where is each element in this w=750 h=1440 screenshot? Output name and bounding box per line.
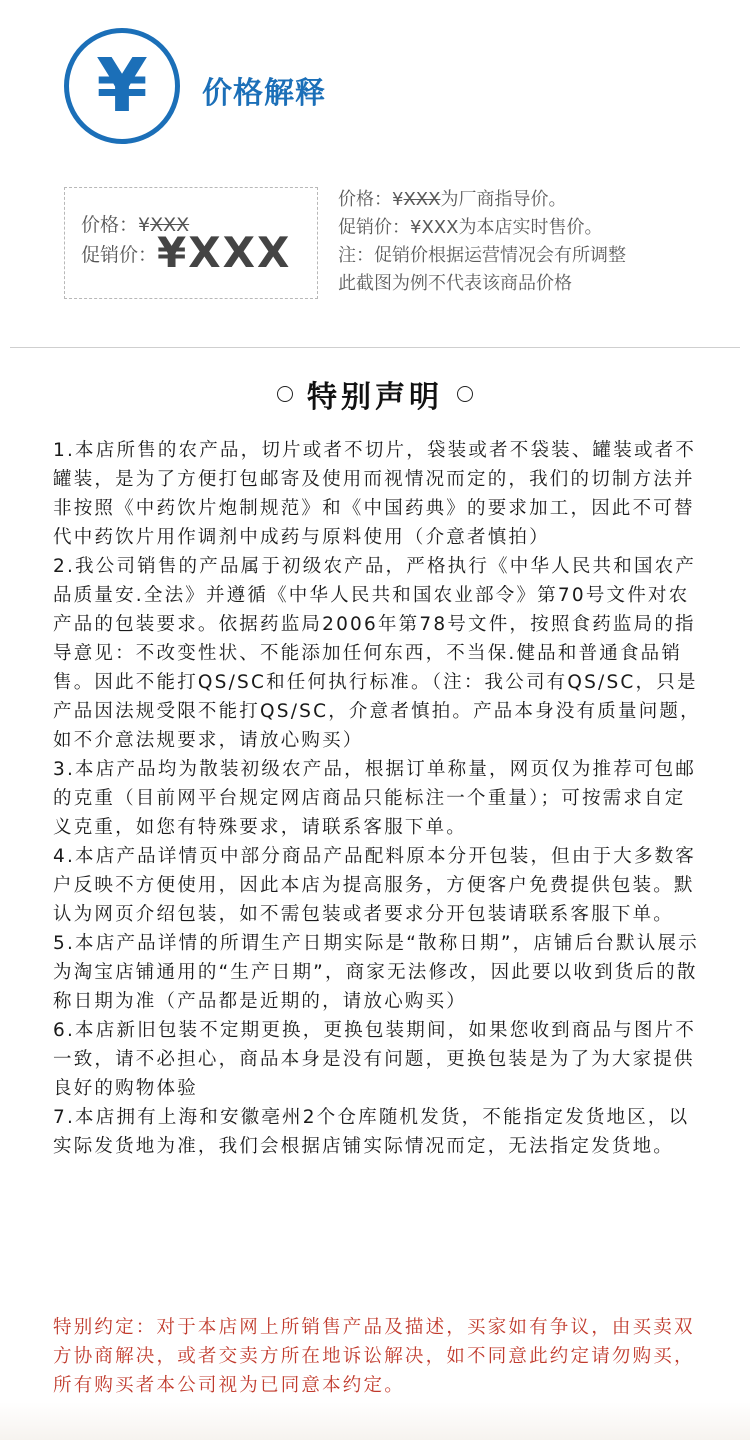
yen-circle-icon xyxy=(64,28,180,144)
sale-price-value: ¥XXX xyxy=(157,228,292,277)
special-agreement-text: 特别约定：对于本店网上所销售产品及描述，买家如有争议，由买卖双方协商解决，或者交卖方所在地诉讼解决，如不同意此约定请勿购买，所有购买者本公司视为已同意本约定。 xyxy=(53,1317,695,1396)
header-title: 价格解释 xyxy=(202,76,326,111)
statement-item-7: 7.本店拥有上海和安徽亳州2个仓库随机发货，不能指定发货地区，以实际发货地为准，我们会根据店铺实际情况而定，无法指定发货地。 xyxy=(53,1107,690,1157)
explanation-line-2: 促销价：¥XXX为本店实时售价。 xyxy=(338,217,603,238)
circle-bullet-icon xyxy=(277,386,293,402)
statement-item-4: 4.本店产品详情页中部分商品产品配料原本分开包装，但由于大多数客户反映不方便使用，因此本店为提高服务，方便客户免费提供包装。默认为网页介绍包装，如不需包装或者要求分开包装请联系客服下单。 xyxy=(53,846,697,925)
sale-price xyxy=(81,228,291,277)
sale-price-label: 促销价： xyxy=(81,244,158,266)
explanation-line-1-prefix: 价格：¥ xyxy=(338,189,404,210)
statement-item-2: 2.我公司销售的产品属于初级农产品，严格执行《中华人民共和国农产品质量安.全法》并遵循《中华人民共和国农业部令》第70号文件对农产品的包装要求。依据药监局2006年第78号文件，按照食药监局的指导意见：不改变性状、不能添加任何东西，不当保.健品和普通食品销售。因此不能打QS/SC和任何执行标准。（注：我公司有QS/SC，只是产品因法规受限不能打QS/SC，介意者慎拍。产品本身没有质量问题，如不介意法规要求，请放心购买） xyxy=(53,556,701,751)
special-agreement xyxy=(53,1313,703,1400)
explanation-line-1 xyxy=(338,186,626,214)
statement-item-3: 3.本店产品均为散装初级农产品，根据订单称量，网页仅为推荐可包邮的克重（目前网平台规定网店商品只能标注一个重量）；可按需求自定义克重，如您有特殊要求，请联系客服下单。 xyxy=(53,759,697,838)
price-explanation-text xyxy=(338,186,626,298)
statement-title: 特别声明 xyxy=(307,380,443,415)
circle-bullet-icon xyxy=(457,386,473,402)
original-price-label: 价格：¥ xyxy=(81,214,151,236)
price-example-box xyxy=(64,187,318,299)
statement-items xyxy=(53,436,703,1161)
special-statement-heading xyxy=(0,372,750,416)
statement-item-1: 1.本店所售的农产品，切片或者不切片，袋装或者不袋装、罐装或者不罐装，是为了方便打包邮寄及使用而视情况而定的，我们的切制方法并非按照《中药饮片炮制规范》和《中国药典》的要求加工，因此不可替代中药饮片用作调剂中成药与原料使用（介意者慎拍） xyxy=(53,440,697,548)
yen-symbol: ¥ xyxy=(96,43,148,129)
explanation-line-4: 此截图为例不代表该商品价格 xyxy=(338,273,572,294)
explanation-line-1-strike: XXX xyxy=(403,189,441,210)
footer-strip xyxy=(0,1402,750,1440)
explanation-line-1-suffix: 为厂商指导价。 xyxy=(440,189,567,210)
statement-item-5: 5.本店产品详情的所谓生产日期实际是“散称日期”，店铺后台默认展示为淘宝店铺通用的“生产日期”，商家无法修改，因此要以收到货后的散称日期为准（产品都是近期的，请放心购买） xyxy=(53,933,699,1012)
statement-item-6: 6.本店新旧包装不定期更换，更换包装期间，如果您收到商品与图片不一致，请不必担心，商品本身是没有问题，更换包装是为了为大家提供良好的购物体验 xyxy=(53,1020,697,1099)
original-price-value: XXX xyxy=(150,214,190,236)
explanation-line-3: 注：促销价根据运营情况会有所调整 xyxy=(338,245,626,266)
section-divider xyxy=(10,347,740,348)
price-explanation-header xyxy=(64,28,664,154)
